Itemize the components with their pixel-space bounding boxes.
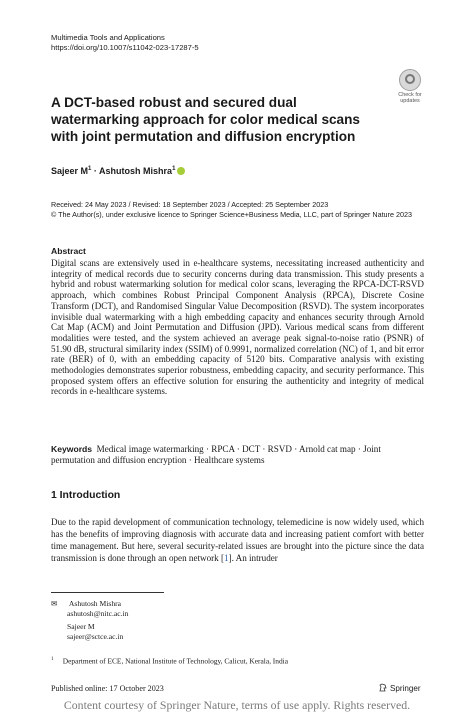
contact-email[interactable]: ashutosh@nitc.ac.in	[67, 608, 129, 618]
orcid-icon[interactable]	[177, 167, 185, 175]
footnote-divider	[51, 592, 164, 593]
envelope-icon: ✉	[51, 599, 58, 608]
courtesy-notice: Content courtesy of Springer Nature, terms of use apply. Rights reserved.	[63, 698, 411, 712]
published-date: Published online: 17 October 2023	[51, 684, 164, 693]
introduction-text: Due to the rapid development of communication technology, telemedicine is now widely used, which has the benefits of improving diagnosis with accurate data and increasing patient comfort with better time management. But here, several security-related issues are brought into the picture since the data transmission is done through an open network [1]. An intruder	[51, 517, 424, 563]
springer-horse-icon	[379, 683, 387, 692]
contact-name: Sajeer M	[67, 622, 95, 632]
section-heading: 1 Introduction	[51, 490, 121, 501]
contact-entry	[51, 599, 128, 609]
history-dates: Received: 24 May 2023 / Revised: 18 September 2023 / Accepted: 25 September 2023	[51, 200, 329, 209]
author-name[interactable]: Sajeer M	[51, 166, 89, 176]
abstract-text: Digital scans are extensively used in e-healthcare systems, necessitating increased authenticity and integrity of medical records due to security concerns during data transmission. This study presents a hybrid and robust watermarking solution for medical color scans, leveraging the RPCA-DCT-RSVD approach, which combines Robust Principal Component Analysis (RPCA), Discrete Cosine Transform (DCT), and Randomised Singular Value Decomposition (RSVD). The system incorporates invisible dual watermarking with a high embedding capacity and enhances security through Arnold Cat Map (ACM) and Joint Permutation and Diffusion (JPD). Various medical scans from different modalities were tested, and the system achieved an average peak signal-to-noise ratio (PSNR) of 51.90 dB, structural similarity index (SSIM) of 0.9991, normalized correlation (NC) of 1, and bit error rate (BER) of 0, with an embedding capacity of 5120 bits. Comparative analysis with existing methodologies demonstrates superior robustness, embedding capacity, and security performance. This proposed system offers an effective solution for ensuring the authenticity and integrity of medical records in e-healthcare systems.	[51, 258, 424, 397]
check-updates-icon	[399, 69, 421, 91]
keywords-label: Keywords	[51, 444, 93, 454]
paper-title: A DCT-based robust and secured dual watermarking approach for color medical scans with joint permutation and diffusion encryption	[51, 95, 360, 144]
copyright-line: © The Author(s), under exclusive licence to Springer Science+Business Media, LLC, part of Springer Nature 2023	[51, 209, 412, 219]
contact-name: Ashutosh Mishra	[68, 599, 122, 608]
author-name[interactable]: Ashutosh Mishra	[99, 166, 173, 176]
journal-header	[51, 33, 199, 53]
keywords	[51, 444, 424, 466]
keywords-list: Medical image watermarking · RPCA · DCT · RSVD · Arnold cat map · Joint permutation and diffusion encryption · Healthcare systems	[51, 444, 381, 465]
article-dates	[51, 200, 412, 219]
correspondence	[51, 599, 128, 641]
springer-logo: Springer	[379, 683, 421, 693]
reference-link[interactable]: 1	[224, 552, 229, 563]
check-for-updates-badge[interactable]: Check for updates	[392, 69, 428, 105]
abstract-heading: Abstract	[51, 246, 86, 256]
author-list: Sajeer $M^1$ · Ashutosh Mishra$^1$	[51, 166, 185, 176]
journal-name: Multimedia Tools and Applications	[51, 33, 165, 42]
affiliation: $^1$ Department of ECE, National Institute of Technology, Calicut, Kerala, India	[51, 656, 288, 666]
doi-link[interactable]: https://doi.org/10.1007/s11042-023-17287-5	[51, 43, 199, 52]
contact-email[interactable]: sajeer@sctce.ac.in	[67, 631, 124, 641]
